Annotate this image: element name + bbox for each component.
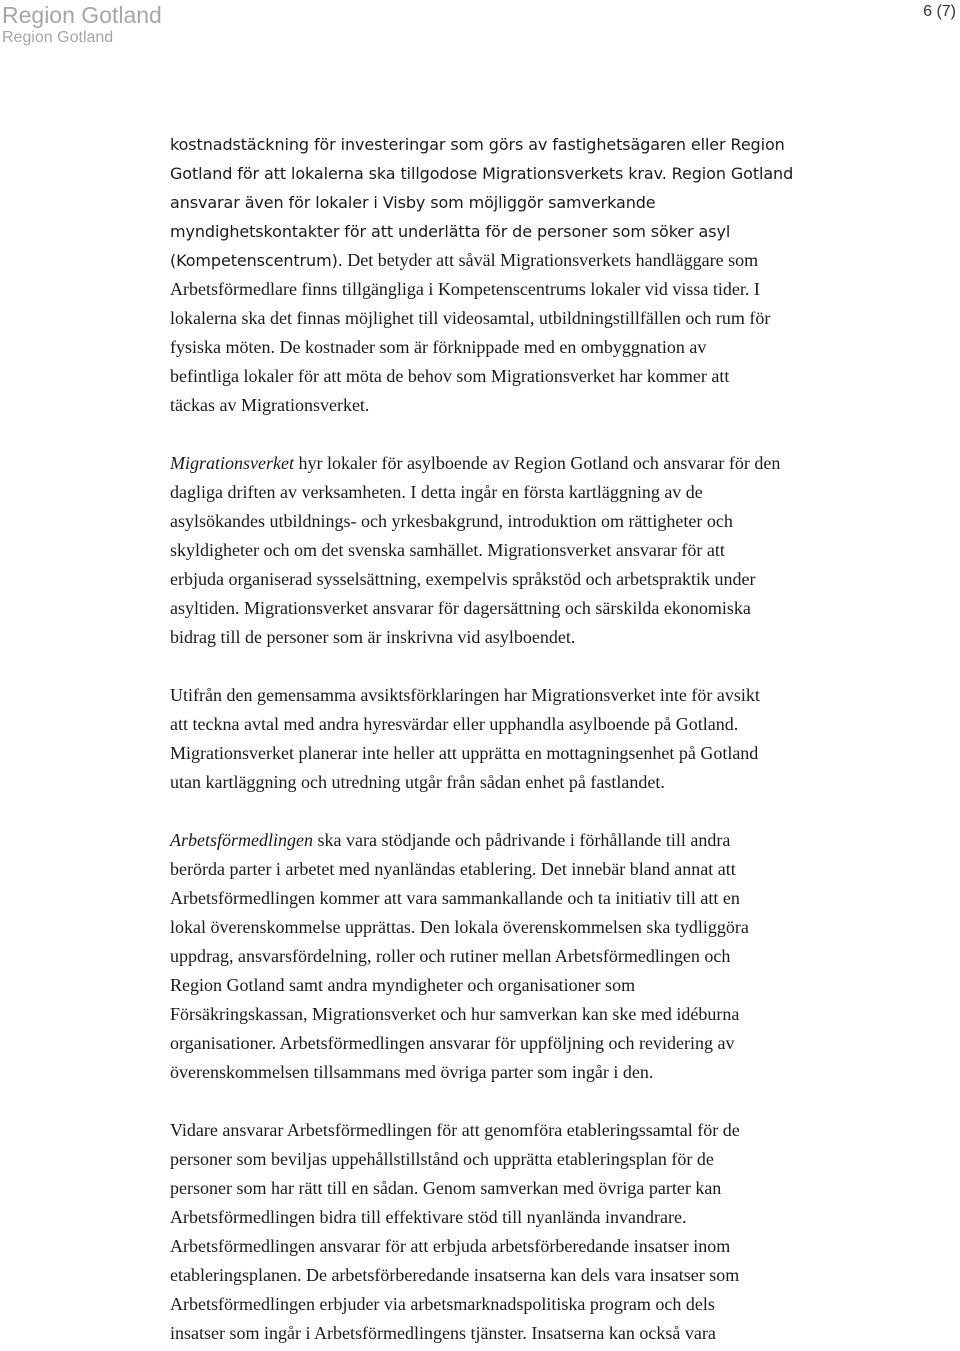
text-line: Arbetsförmedlare finns tillgängliga i Kompetenscentrums lokaler vid vissa tider. I: [170, 279, 760, 299]
text-line: ansvarar även för lokaler i Visby som möjliggör samverkande: [170, 193, 656, 212]
text-line: Region Gotland samt andra myndigheter och organisationer som: [170, 975, 636, 995]
header-subtitle: Region Gotland: [2, 29, 114, 46]
document-body: [170, 130, 870, 1348]
text-line: personer som beviljas uppehållstillstånd och upprätta etableringsplan för de: [170, 1149, 714, 1169]
text-line: berörda parter i arbetet med nyanländas etablering. Det innebär bland annat att: [170, 859, 736, 879]
text-line: täckas av Migrationsverket.: [170, 395, 370, 415]
page-number: 6 (7): [923, 3, 956, 20]
text-fragment: ska vara stödjande och pådrivande i förhållande till andra: [312, 830, 731, 850]
paragraph-1: [170, 130, 870, 420]
text-line: personer som har rätt till en sådan. Genom samverkan med övriga parter kan: [170, 1178, 722, 1198]
paragraph-2: [170, 449, 870, 652]
emphasis-term: Migrationsverket: [170, 453, 294, 473]
text-line: lokal överenskommelse upprättas. Den lokala överenskommelsen ska tydliggöra: [170, 917, 749, 937]
text-line: [170, 449, 870, 478]
emphasis-term: Arbetsförmedlingen: [170, 830, 313, 850]
text-line: [170, 826, 870, 855]
text-line: asylsökandes utbildnings- och yrkesbakgrund, introduktion om rättigheter och: [170, 511, 733, 531]
page-header: [0, 0, 960, 60]
text-line: Arbetsförmedlingen bidra till effektivare stöd till nyanlända invandrare.: [170, 1207, 687, 1227]
text-line: organisationer. Arbetsförmedlingen ansvarar för uppföljning och revidering av: [170, 1033, 735, 1053]
text-line: kostnadstäckning för investeringar som görs av fastighetsägaren eller Region: [170, 135, 785, 154]
text-line: Försäkringskassan, Migrationsverket och hur samverkan kan ske med idéburna: [170, 1004, 740, 1024]
text-line: [170, 246, 870, 275]
text-line: erbjuda organiserad sysselsättning, exempelvis språkstöd och arbetspraktik under: [170, 569, 756, 589]
text-line: Arbetsförmedlingen kommer att vara sammankallande och ta initiativ till att en: [170, 888, 740, 908]
text-line: skyldigheter och om det svenska samhället. Migrationsverket ansvarar för att: [170, 540, 725, 560]
text-line: etableringsplanen. De arbetsförberedande insatserna kan dels vara insatser som: [170, 1265, 740, 1285]
text-line: Gotland för att lokalerna ska tillgodose Migrationsverkets krav. Region Gotland: [170, 164, 794, 183]
text-line: att teckna avtal med andra hyresvärdar eller upphandla asylboende på Gotland.: [170, 714, 739, 734]
text-line: myndighetskontakter för att underlätta för de personer som söker asyl: [170, 222, 731, 241]
text-line: Arbetsförmedlingen ansvarar för att erbjuda arbetsförberedande insatser inom: [170, 1236, 731, 1256]
text-line: Migrationsverket planerar inte heller att upprätta en mottagningsenhet på Gotland: [170, 743, 759, 763]
text-line: befintliga lokaler för att möta de behov som Migrationsverket har kommer att: [170, 366, 730, 386]
text-line: insatser som ingår i Arbetsförmedlingens tjänster. Insatserna kan också vara: [170, 1323, 716, 1343]
text-fragment: Det betyder att såväl Migrationsverkets handläggare som: [342, 250, 759, 270]
text-line: Arbetsförmedlingen erbjuder via arbetsmarknadspolitiska program och dels: [170, 1294, 715, 1314]
text-line: dagliga driften av verksamheten. I detta ingår en första kartläggning av de: [170, 482, 703, 502]
text-line: Vidare ansvarar Arbetsförmedlingen för att genomföra etableringssamtal för de: [170, 1120, 740, 1140]
paragraph-5: [170, 1116, 870, 1348]
paragraph-4: [170, 826, 870, 1087]
paragraph-3: [170, 681, 870, 797]
text-line: överenskommelsen tillsammans med övriga parter som ingår i den.: [170, 1062, 654, 1082]
text-line: Utifrån den gemensamma avsiktsförklaringen har Migrationsverket inte för avsikt: [170, 685, 760, 705]
header-title: Region Gotland: [2, 2, 162, 28]
text-line: lokalerna ska det finnas möjlighet till videosamtal, utbildningstillfällen och rum för: [170, 308, 771, 328]
text-fragment: (Kompetenscentrum).: [170, 251, 343, 270]
text-line: fysiska möten. De kostnader som är förknippade med en ombyggnation av: [170, 337, 707, 357]
text-line: asyltiden. Migrationsverket ansvarar för dagersättning och särskilda ekonomiska: [170, 598, 751, 618]
text-line: bidrag till de personer som är inskrivna vid asylboendet.: [170, 627, 576, 647]
text-line: utan kartläggning och utredning utgår från sådan enhet på fastlandet.: [170, 772, 665, 792]
text-line: uppdrag, ansvarsfördelning, roller och rutiner mellan Arbetsförmedlingen och: [170, 946, 731, 966]
text-fragment: hyr lokaler för asylboende av Region Gotland och ansvarar för den: [293, 453, 781, 473]
